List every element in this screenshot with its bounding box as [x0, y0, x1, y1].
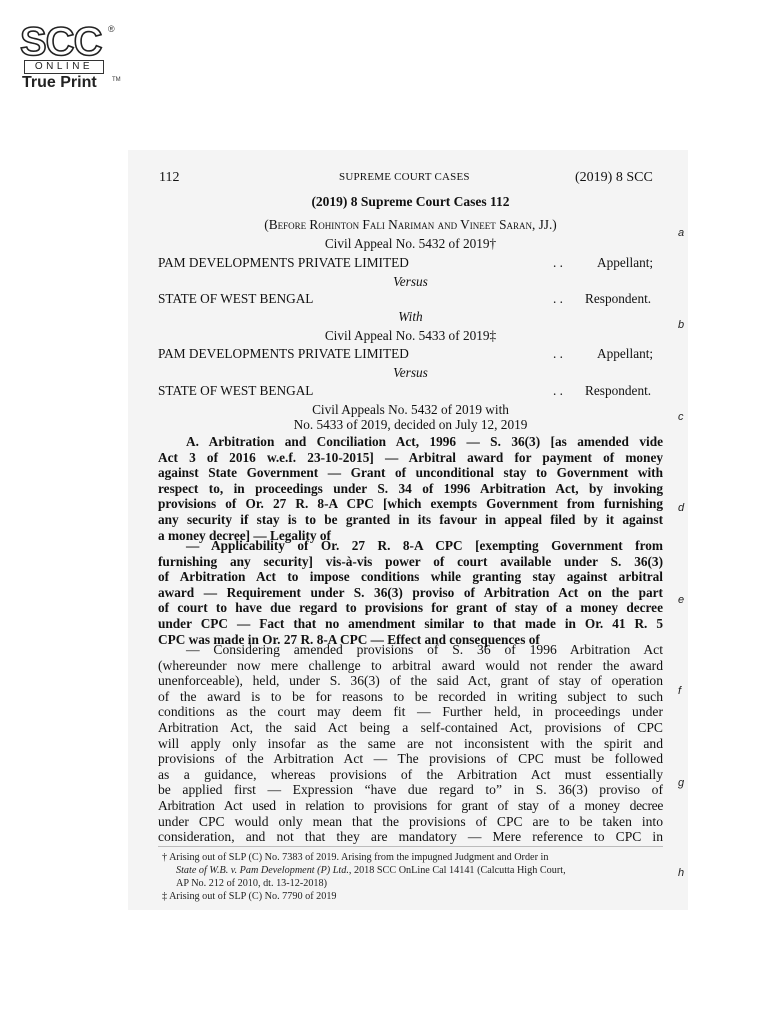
headnote-line: provisions of Or. 27 R. 8-A CPC [which exempts Government from furnishing — [158, 496, 663, 512]
appellant-name-1: PAM DEVELOPMENTS PRIVATE LIMITED — [158, 255, 409, 270]
running-title: SUPREME COURT CASES — [339, 171, 470, 183]
decided-line-2: No. 5433 of 2019, decided on July 12, 2019 — [293, 417, 528, 432]
footnote-1-line-3: AP No. 212 of 2010, dt. 13-12-2018) — [176, 878, 328, 889]
respondent-role-2: Respondent. — [585, 383, 652, 398]
headnote-c — [158, 642, 663, 845]
margin-letter-h: h — [678, 867, 685, 879]
margin-letter-c: c — [678, 411, 684, 423]
with-label: With — [398, 309, 423, 324]
footnote-1-line-1: † Arising out of SLP (C) No. 7383 of 2019. Arising from the impugned Judgment and Order in — [162, 852, 549, 863]
headnote-line: — Applicability of Or. 27 R. 8-A CPC [exempting Government from — [186, 538, 663, 553]
scc-online-logo — [20, 22, 120, 92]
margin-letter-f: f — [678, 685, 682, 697]
headnote-line: Act 3 of 2016 w.e.f. 23-10-2015] — Arbitral award for payment of money — [158, 449, 663, 465]
headnote-line: against State Government — Grant of unconditional stay to Government with — [158, 465, 663, 481]
footnotes — [162, 851, 662, 903]
headnote-line: award — Requirement under S. 36(3) proviso of Arbitration Act on the part — [158, 584, 663, 600]
dots-4: . . — [553, 383, 563, 398]
cited-case-name: State of W.B. v. Pam Development (P) Ltd. — [176, 865, 349, 876]
headnote-line: provisions of the Arbitration Act — The provisions of CPC must be followed — [158, 751, 663, 767]
dots-3: . . — [553, 346, 563, 361]
respondent-name-1: STATE OF WEST BENGAL — [158, 291, 314, 306]
civil-appeal-1: Civil Appeal No. 5432 of 2019† — [324, 236, 497, 251]
headnote-line: conditions as the court may deem fit — Further held, in proceedings under — [158, 704, 663, 720]
headnote-line: of Arbitration Act to impose conditions while granting stay against arbitral — [158, 569, 663, 585]
headnote-b — [158, 538, 663, 647]
headnote-line: Arbitration Act, the said Act being a self-contained Act, provisions of CPC — [158, 719, 663, 735]
headnote-line: respect to, in proceedings under S. 34 of 1996 Arbitration Act, by invoking — [158, 480, 663, 496]
headnote-line: will apply only insofar as the same are not inconsistent with the spirit and — [158, 735, 663, 751]
civil-appeal-2: Civil Appeal No. 5433 of 2019‡ — [324, 328, 497, 343]
versus-1: Versus — [393, 274, 428, 289]
logo-brand: SCC — [20, 20, 102, 64]
headnote-line: — Considering amended provisions of S. 36 of 1996 Arbitration Act — [186, 642, 663, 657]
headnote-line: under CPC — Fact that no amendment similar to that made in Or. 41 R. 5 — [158, 615, 663, 631]
headnote-line: A. Arbitration and Conciliation Act, 1996 — S. 36(3) [as amended vide — [186, 434, 663, 449]
appellant-name-2: PAM DEVELOPMENTS PRIVATE LIMITED — [158, 346, 409, 361]
case-title: (2019) 8 Supreme Court Cases 112 — [311, 194, 510, 209]
margin-letter-b: b — [678, 319, 685, 331]
dots-1: . . — [553, 255, 563, 270]
decided-line-1: Civil Appeals No. 5432 of 2019 with — [312, 402, 509, 417]
headnote-line: any security if stay is to be granted in its favour in appeal filed by it against — [158, 511, 663, 527]
cited-case-citation: , 2018 SCC OnLine Cal 14141 (Calcutta High Court, — [348, 865, 566, 876]
margin-letter-g: g — [678, 777, 685, 789]
respondent-role-1: Respondent. — [585, 291, 652, 306]
versus-2: Versus — [393, 365, 428, 380]
header-citation: (2019) 8 SCC — [575, 170, 653, 185]
logo-registered-mark: ® — [108, 24, 115, 34]
bench: (Before Rohinton Fali Nariman and Vineet Saran, JJ.) — [264, 217, 557, 232]
appellant-role-2: Appellant; — [597, 346, 654, 361]
headnote-line: of court to have due regard to provisions for grant of stay of a money decree — [158, 600, 663, 616]
dots-2: . . — [553, 291, 563, 306]
headnote-line: be applied first — Expression “have due regard to” in S. 36(3) proviso of — [158, 782, 663, 798]
headnote-line: as a guidance, whereas provisions of the Arbitration Act must essentially — [158, 766, 663, 782]
margin-letter-d: d — [678, 502, 685, 514]
footnote-1-line-2 — [162, 864, 662, 877]
appellant-role-1: Appellant; — [597, 255, 654, 270]
headnote-line: a money decree] — Legality of — [158, 527, 331, 543]
footnote-rule — [158, 846, 663, 847]
page-number: 112 — [159, 170, 180, 185]
logo-true-print: True Print — [22, 74, 97, 91]
headnote-a — [158, 434, 663, 543]
logo-trademark: TM — [112, 77, 121, 83]
headnote-line: unenforceable), held, under S. 36(3) of the said Act, grant of stay of operation — [158, 673, 663, 689]
headnote-line: under CPC would only mean that the provisions of CPC are to be taken into — [158, 813, 663, 829]
headnote-line: of the award is to be for reasons to be recorded in writing subject to such — [158, 688, 663, 704]
respondent-name-2: STATE OF WEST BENGAL — [158, 383, 314, 398]
headnote-line: furnishing any security] vis-à-vis power of court available under S. 36(3) — [158, 553, 663, 569]
headnote-line: consideration, and not that they are mandatory — Mere reference to CPC in — [158, 829, 663, 845]
headnote-line: CPC was made in Or. 27 R. 8-A CPC — Effect and consequences of — [158, 631, 540, 647]
logo-online: ONLINE — [24, 60, 104, 74]
footnote-2: ‡ Arising out of SLP (C) No. 7790 of 2019 — [162, 891, 337, 902]
margin-letter-e: e — [678, 594, 685, 606]
headnote-line: Arbitration Act used in relation to provisions for grant of stay of a money decree — [158, 797, 663, 813]
headnote-line: (whereunder now mere challenge to arbitral award would not render the award — [158, 657, 663, 673]
margin-letter-a: a — [678, 227, 685, 239]
